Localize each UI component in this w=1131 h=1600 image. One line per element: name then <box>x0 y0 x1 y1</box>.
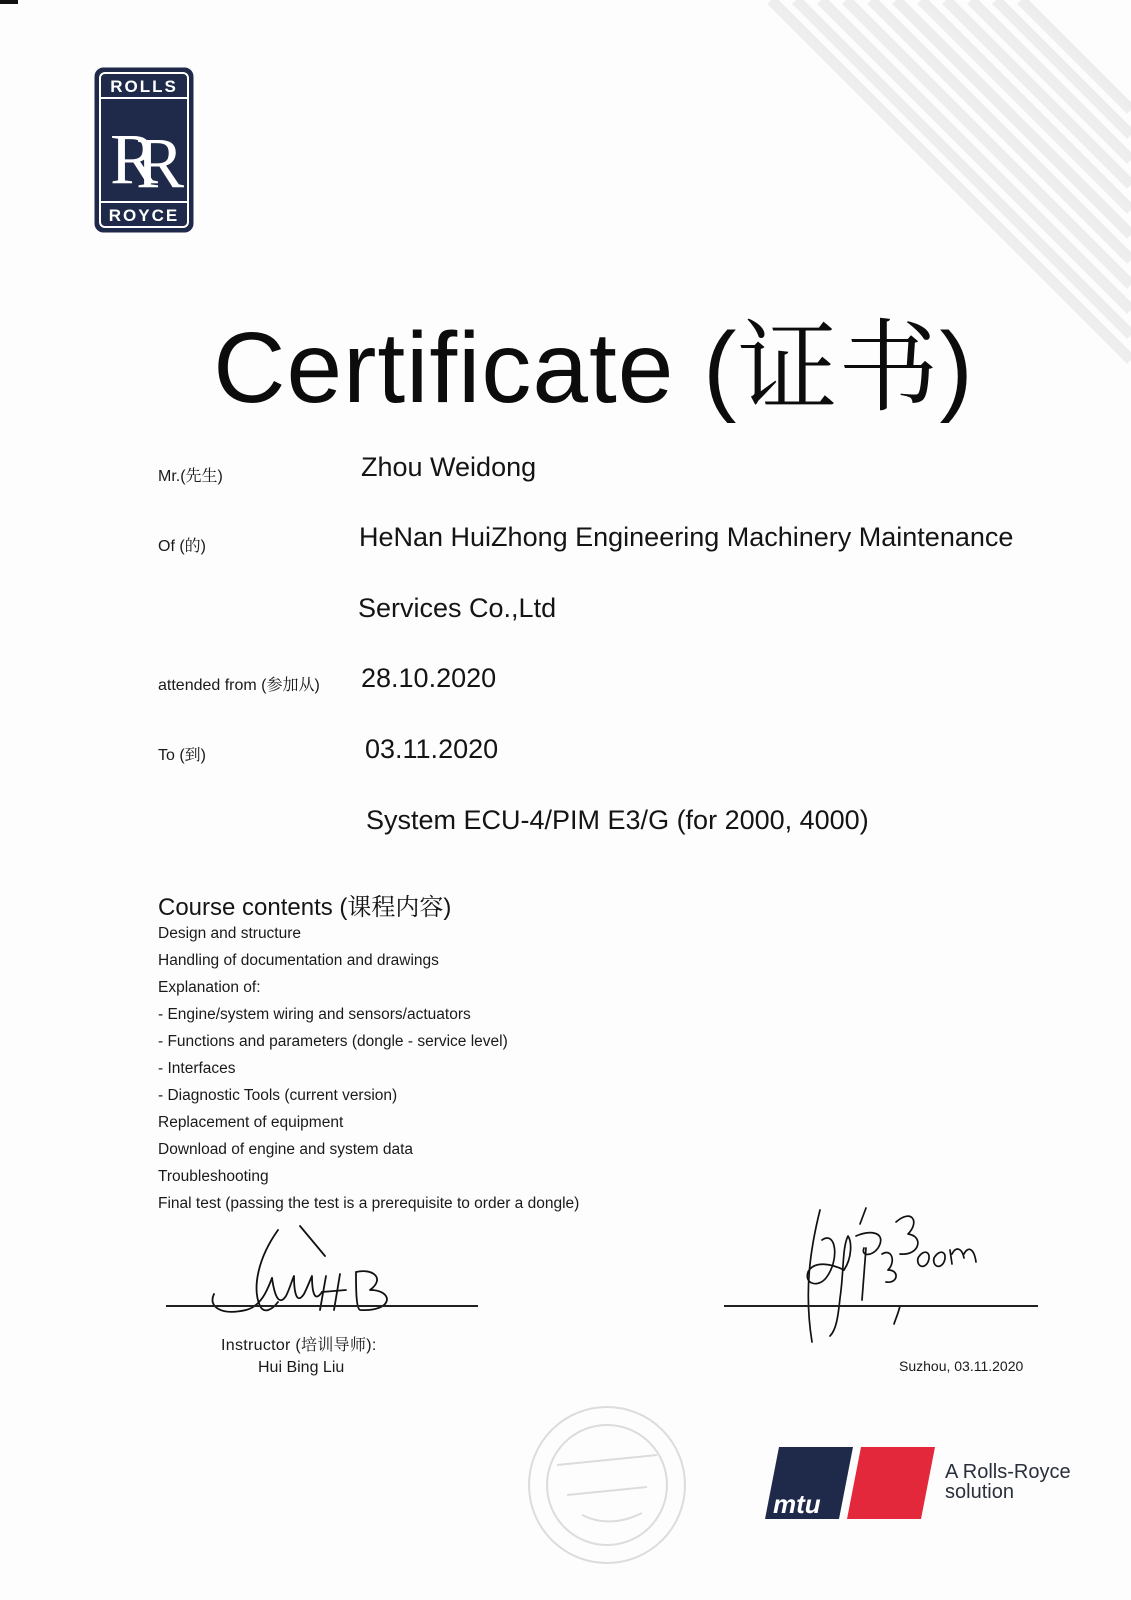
course-list <box>158 925 579 1222</box>
to-date: 03.11.2020 <box>365 734 499 764</box>
page-title: Certificate (证书) <box>213 312 974 424</box>
company-value-line2: Services Co.,Ltd <box>358 593 557 623</box>
brand-tagline-line1: A Rolls-Royce <box>945 1461 1071 1483</box>
list-item: Handling of documentation and drawings <box>158 952 439 969</box>
list-item: Explanation of: <box>158 979 261 996</box>
brand-tagline-line2: solution <box>945 1481 1014 1503</box>
list-item: - Interfaces <box>158 1060 236 1077</box>
name-label: Mr.(先生) <box>158 468 223 485</box>
from-date: 28.10.2020 <box>361 663 497 693</box>
instructor-label: Instructor (培训导师): <box>221 1337 377 1354</box>
system-value: System ECU-4/PIM E3/G (for 2000, 4000) <box>366 805 869 835</box>
list-item: Download of engine and system data <box>158 1141 414 1158</box>
company-label: Of (的) <box>158 538 206 555</box>
faint-seal-stamp <box>512 1395 702 1565</box>
instructor-signature <box>200 1218 430 1318</box>
rolls-royce-logo <box>94 67 194 233</box>
instructor-signature-line <box>166 1305 478 1307</box>
list-item: Troubleshooting <box>158 1168 269 1185</box>
mtu-logo <box>765 1447 935 1519</box>
list-item: Replacement of equipment <box>158 1114 344 1131</box>
logo-top-text: ROLLS <box>110 77 178 96</box>
course-heading: Course contents (课程内容) <box>158 894 452 921</box>
to-label: To (到) <box>158 747 207 764</box>
list-item: - Functions and parameters (dongle - service level) <box>158 1033 508 1050</box>
brand-tagline <box>945 1462 1071 1502</box>
list-item: Design and structure <box>158 925 302 942</box>
company-value-line1: HeNan HuiZhong Engineering Machinery Maintenance <box>359 522 1014 552</box>
director-signature <box>800 1200 990 1350</box>
place-date: Suzhou, 03.11.2020 <box>899 1358 1024 1374</box>
list-item: - Engine/system wiring and sensors/actuators <box>158 1006 471 1023</box>
instructor-name: Hui Bing Liu <box>258 1359 345 1376</box>
logo-bottom-text: ROYCE <box>108 206 180 225</box>
mtu-logo-text: mtu <box>773 1489 821 1519</box>
corner-mark <box>0 0 18 4</box>
logo-monogram: RR <box>109 119 163 203</box>
director-signature-line <box>724 1305 1038 1307</box>
name-value: Zhou Weidong <box>361 452 537 482</box>
list-item: Final test (passing the test is a prerequisite to order a dongle) <box>158 1195 580 1212</box>
list-item: - Diagnostic Tools (current version) <box>158 1087 398 1104</box>
from-label: attended from (参加从) <box>158 677 320 694</box>
